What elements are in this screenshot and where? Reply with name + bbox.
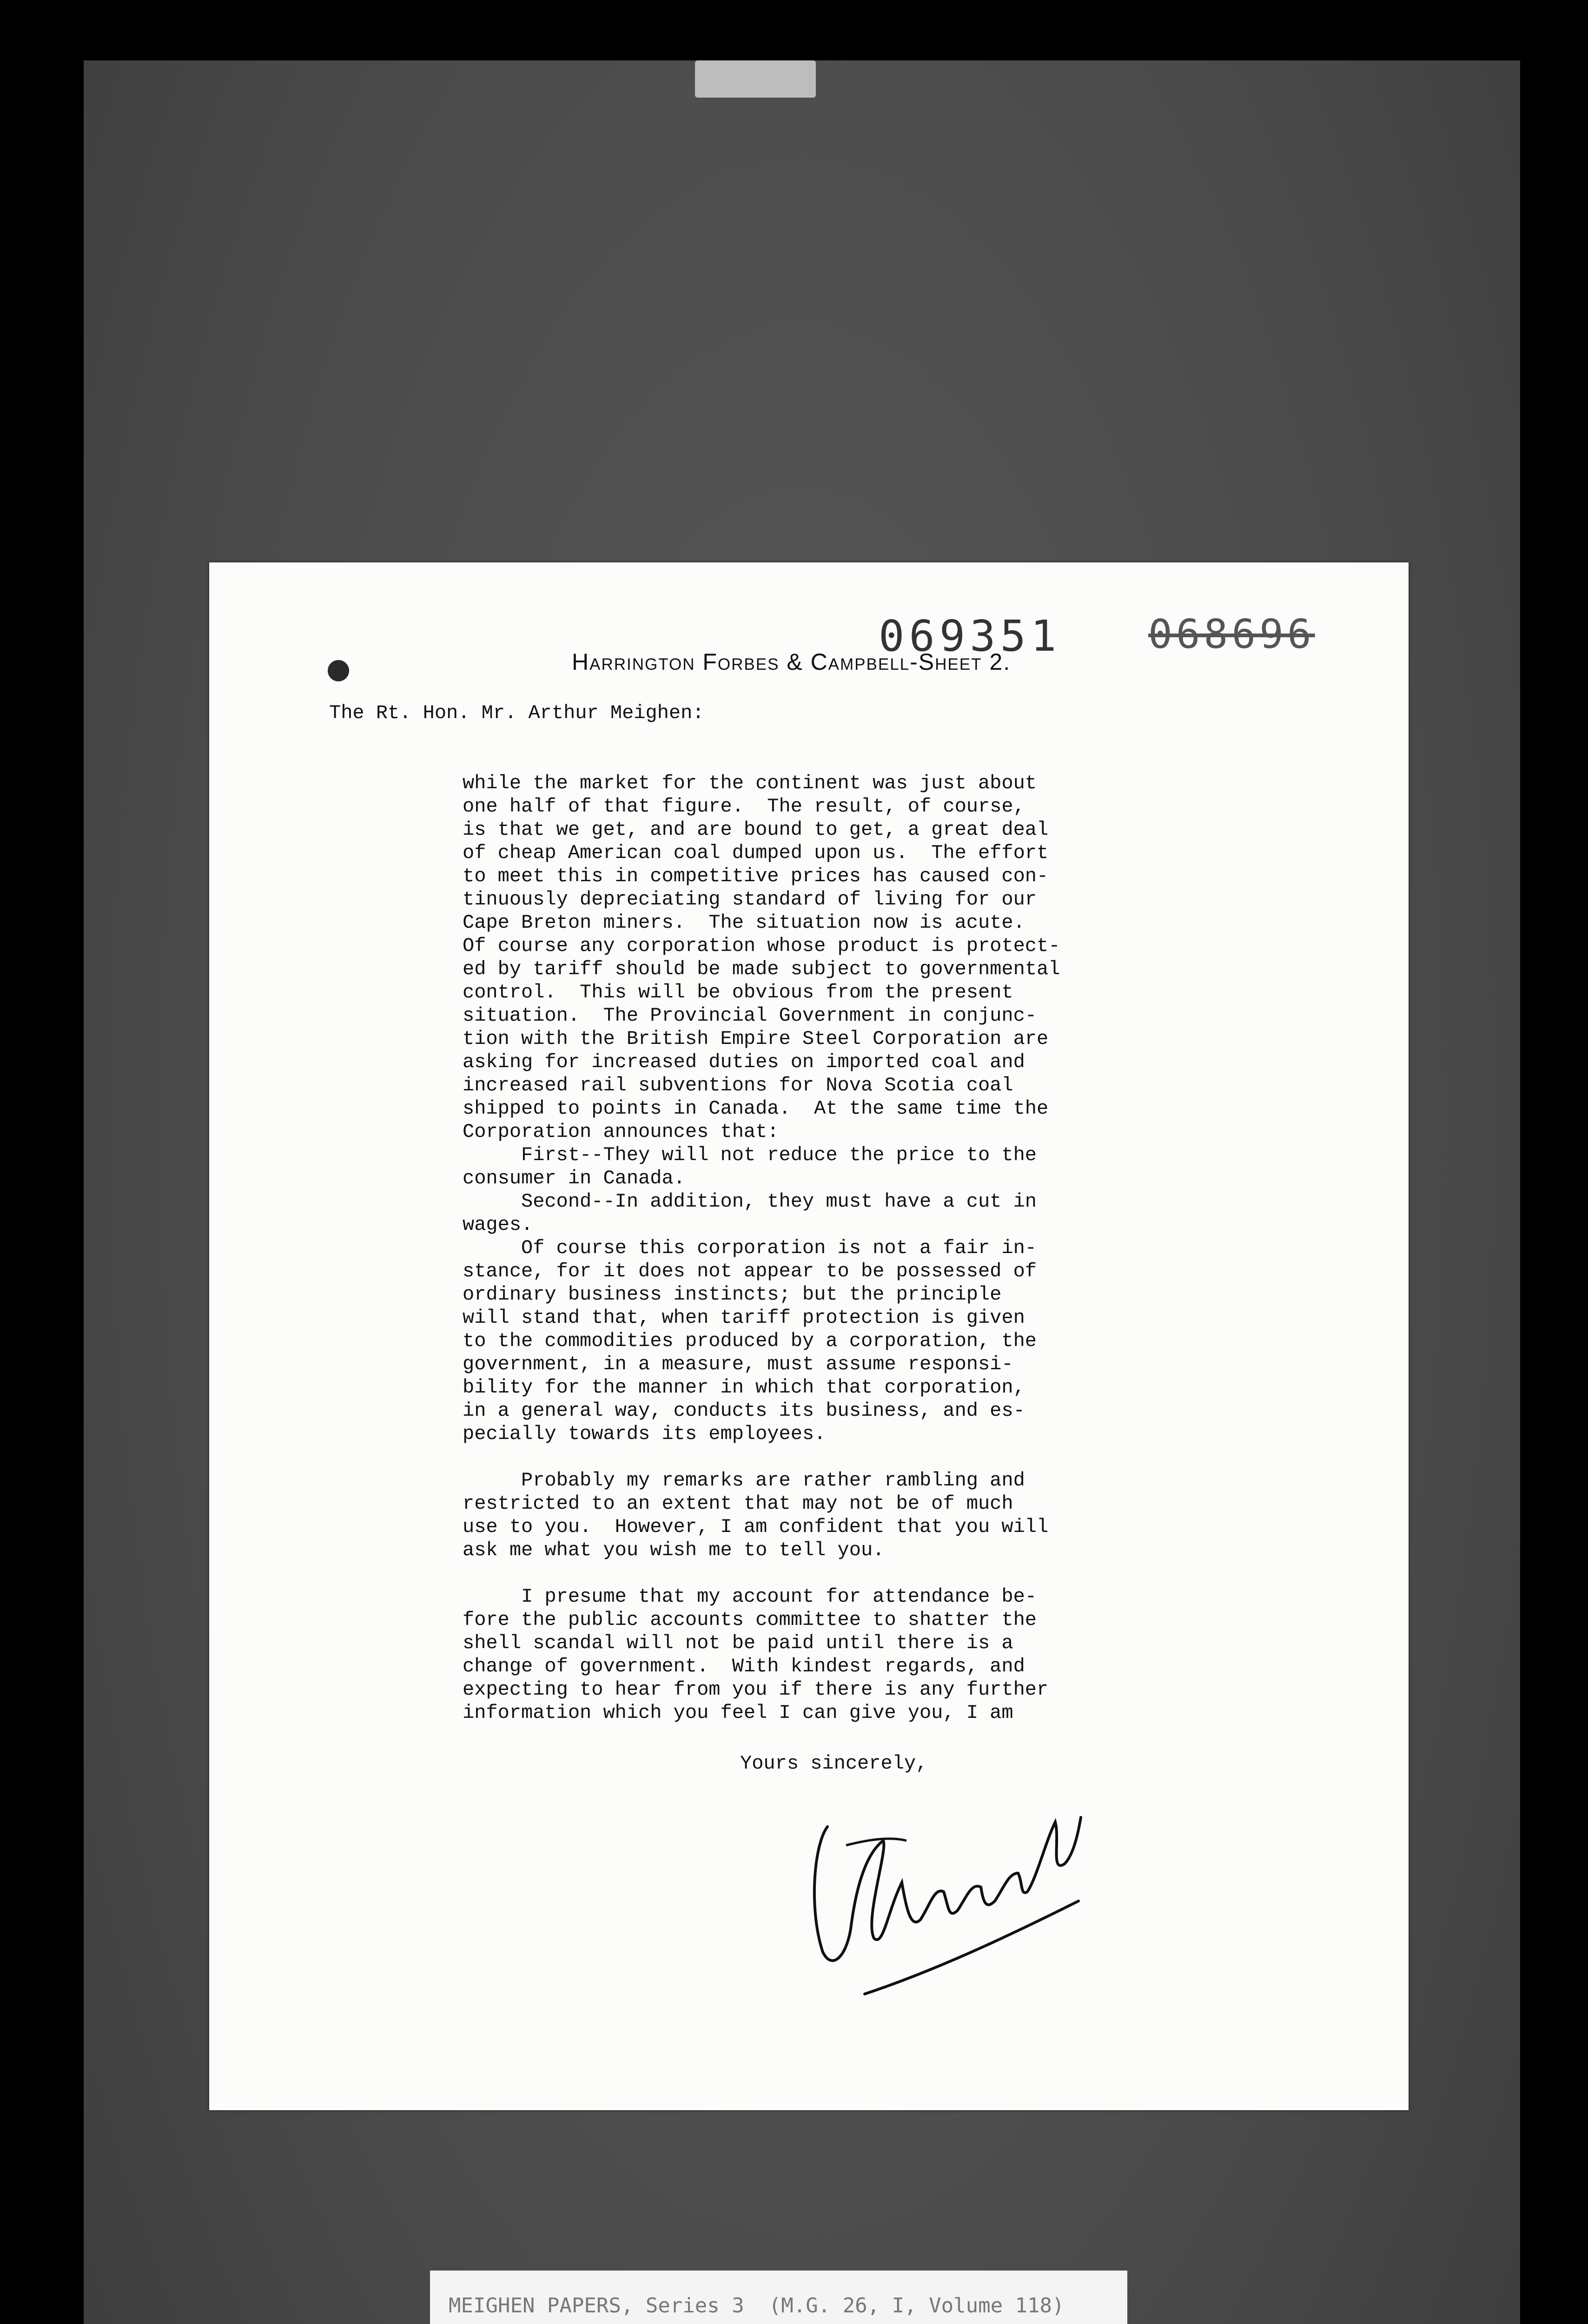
body-line: consumer in Canada. [463,1167,685,1189]
body-line: shell scandal will not be paid until there is a [463,1632,1013,1654]
body-line: while the market for the continent was just about [463,772,1037,794]
body-line: wages. [463,1214,533,1236]
signature [795,1771,1083,2003]
body-line: ask me what you wish me to tell you. [463,1539,885,1561]
body-line: I presume that my account for attendance be- [463,1585,1037,1608]
body-line: control. This will be obvious from the present [463,981,1013,1004]
letter-body [463,772,1369,1724]
body-line: government, in a measure, must assume responsi- [463,1353,1013,1375]
body-line: pecially towards its employees. [463,1423,826,1445]
body-line: is that we get, and are bound to get, a great deal [463,819,1049,841]
body-line: stance, for it does not appear to be possessed of [463,1260,1037,1282]
body-line: Cape Breton miners. The situation now is acute. [463,911,1025,934]
letterhead: Harrington Forbes & Campbell-Sheet 2. [572,649,1011,675]
body-line: to the commodities produced by a corporation, the [463,1330,1037,1352]
body-line: Probably my remarks are rather rambling and [463,1469,1025,1492]
body-line: increased rail subventions for Nova Scotia coal [463,1074,1013,1096]
body-line: to meet this in competitive prices has caused con- [463,865,1049,887]
body-line: ordinary business instincts; but the principle [463,1283,1002,1306]
series-label [430,2271,1127,2324]
body-line: Of course this corporation is not a fair in- [463,1237,1037,1259]
punch-hole [328,660,349,681]
body-line: Second--In addition, they must have a cut in [463,1190,1037,1213]
holder-clip [695,60,816,98]
body-line: Of course any corporation whose product is protect- [463,935,1060,957]
body-line: First--They will not reduce the price to the [463,1144,1037,1166]
body-line: one half of that figure. The result, of course, [463,795,1025,818]
body-line: shipped to points in Canada. At the same time the [463,1097,1049,1120]
salutation: The Rt. Hon. Mr. Arthur Meighen: [329,702,704,724]
body-line: fore the public accounts committee to shatter the [463,1609,1037,1631]
letter-page [209,562,1409,2110]
body-line: in a general way, conducts its business, and es- [463,1400,1025,1422]
body-line [463,1446,1369,1469]
body-line: asking for increased duties on imported coal and [463,1051,1025,1073]
body-line: bility for the manner in which that corporation, [463,1376,1025,1399]
body-line: information which you feel I can give you, I am [463,1702,1013,1724]
body-line: tinuously depreciating standard of living for our [463,888,1037,911]
body-line: restricted to an extent that may not be of much [463,1492,1013,1515]
stamp-number: 069351 [879,611,1061,661]
body-line [463,1562,1369,1585]
body-line: use to you. However, I am confident that you will [463,1516,1049,1538]
series-label-text: MEIGHEN PAPERS, Series 3 (M.G. 26, I, Volume 118) [449,2294,1065,2317]
body-line: situation. The Provincial Government in conjunc- [463,1004,1037,1027]
body-line: ed by tariff should be made subject to governmental [463,958,1060,980]
body-line: tion with the British Empire Steel Corporation are [463,1028,1049,1050]
body-line: expecting to hear from you if there is any further [463,1678,1049,1701]
body-line: change of government. With kindest regards, and [463,1655,1025,1677]
body-line: will stand that, when tariff protection is given [463,1307,1025,1329]
body-line: of cheap American coal dumped upon us. The effort [463,842,1049,864]
stamp-number-struck: 068696 [1148,611,1315,658]
body-line: Corporation announces that: [463,1121,779,1143]
closing: Yours sincerely, [740,1752,928,1775]
